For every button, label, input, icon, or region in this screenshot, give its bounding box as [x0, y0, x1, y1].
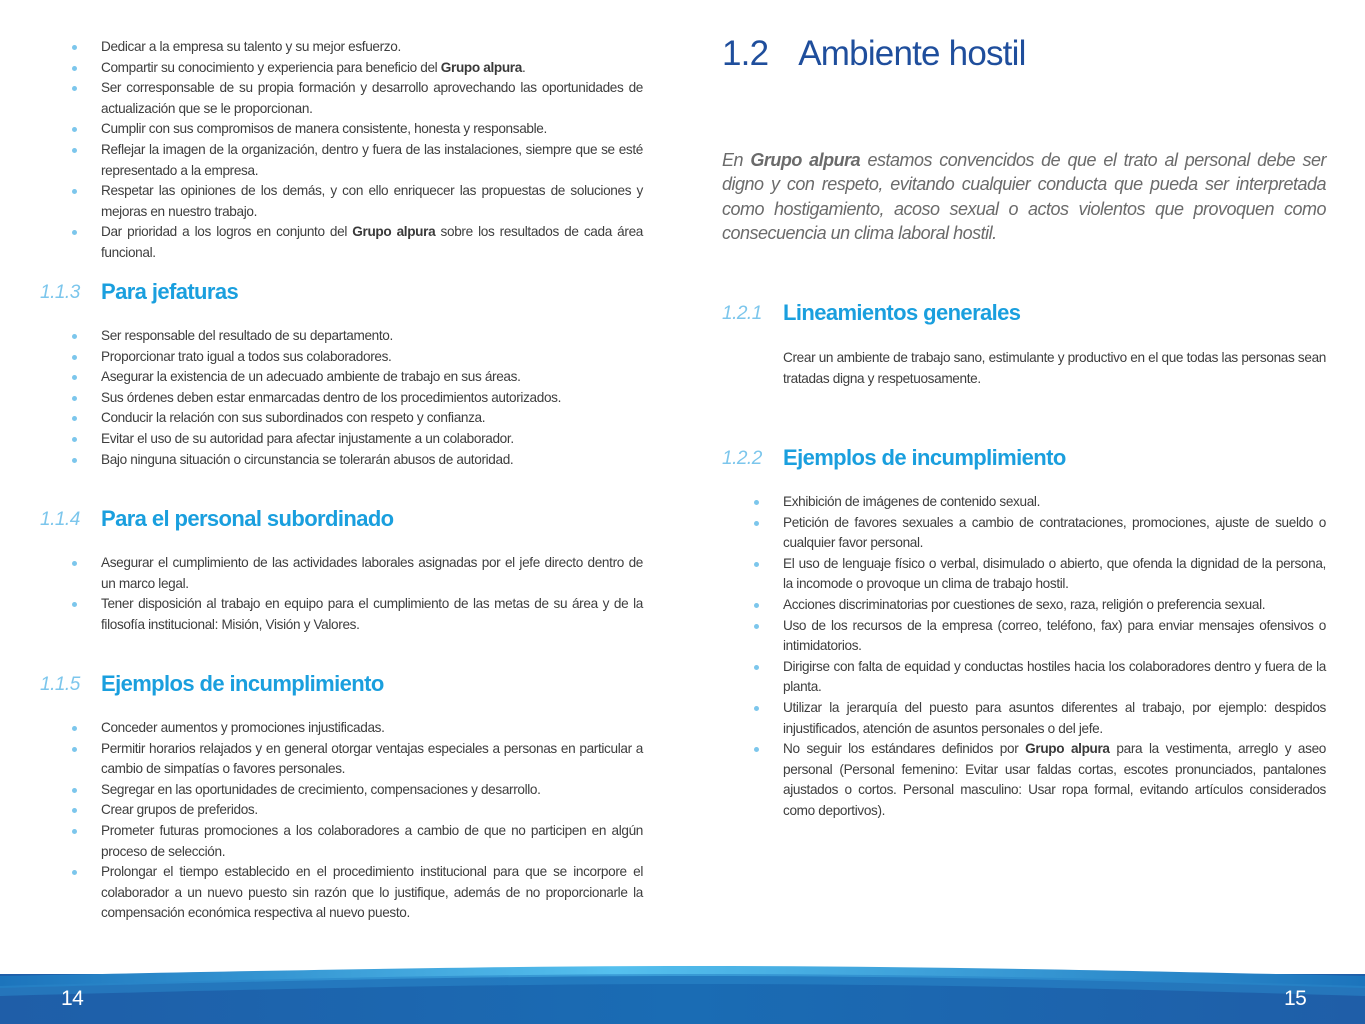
list-item: Prometer futuras promociones a los colaboradores a cambio de que no participen en algún proceso de selección. — [101, 821, 643, 862]
page-number-left: 14 — [61, 987, 84, 1010]
list-item: Respetar las opiniones de los demás, y con ello enriquecer las propuestas de soluciones y mejoras en nuestro trabajo. — [101, 181, 643, 222]
section-number: 1.2.2 — [722, 448, 762, 469]
list-item: El uso de lenguaje físico o verbal, disimulado o abierto, que ofenda la dignidad de la persona, la incomode o provoque un clima de trabajo hostil. — [783, 554, 1326, 595]
responsibilities-list — [101, 37, 643, 264]
list-item: Exhibición de imágenes de contenido sexual. — [783, 492, 1326, 513]
brand-name: Grupo alpura — [1025, 741, 1110, 757]
list-item: Dar prioridad a los logros en conjunto del Grupo alpura sobre los resultados de cada área funcional. — [101, 222, 643, 263]
left-page — [0, 0, 683, 970]
brand-name: Grupo alpura — [750, 150, 861, 170]
list-item: Compartir su conocimiento y experiencia para beneficio del Grupo alpura. — [101, 58, 643, 79]
list-item: Segregar en las oportunidades de crecimiento, compensaciones y desarrollo. — [101, 780, 643, 801]
section-title: Para el personal subordinado — [101, 506, 394, 531]
list-item: Acciones discriminatorias por cuestiones de sexo, raza, religión o preferencia sexual. — [783, 595, 1326, 616]
intro-text: En — [722, 150, 751, 170]
chapter-title: Ambiente hostil — [798, 34, 1026, 73]
list-item: Asegurar la existencia de un adecuado ambiente de trabajo en sus áreas. — [101, 367, 643, 388]
list-item: Permitir horarios relajados y en general otorgar ventajas especiales a personas en particular a cambio de simpatías o favores personales. — [101, 739, 643, 780]
footer-wave-band — [0, 966, 1365, 1024]
list-item: Proporcionar trato igual a todos sus colaboradores. — [101, 347, 643, 368]
list-item: Ser responsable del resultado de su departamento. — [101, 326, 643, 347]
list-item: Tener disposición al trabajo en equipo para el cumplimiento de las metas de su área y de la filosofía institucional: Misión, Visión y Valores. — [101, 594, 643, 635]
chapter-heading — [722, 34, 1026, 74]
intro-paragraph — [722, 148, 1326, 245]
list-item: No seguir los estándares definidos por Grupo alpura para la vestimenta, arreglo y aseo personal (Personal femenino: Evitar usar faldas cortas, escotes pronunciados, pantalones ajustados o cortos. Personal masculino: Usar ropa formal, evitando artículos considerados como deportivos). — [783, 739, 1326, 821]
list-item: Dirigirse con falta de equidad y conductas hostiles hacia los colaboradores dentro y fuera de la planta. — [783, 657, 1326, 698]
list-item: Ser corresponsable de su propia formación y desarrollo aprovechando las oportunidades de actualización que se le proporcionan. — [101, 78, 643, 119]
list-item: Prolongar el tiempo establecido en el procedimiento institucional para que se incorpore el colaborador a un nuevo puesto sin razón que lo justifique, además de no proporcionarle la compensación económica respectiva al nuevo puesto. — [101, 862, 643, 924]
jefaturas-list — [101, 326, 643, 470]
list-item: Crear grupos de preferidos. — [101, 800, 643, 821]
incumplimiento-list-left — [101, 718, 643, 924]
brand-name: Grupo alpura — [352, 224, 436, 240]
section-title: Ejemplos de incumplimiento — [101, 671, 384, 696]
list-item: Conducir la relación con sus subordinados con respeto y confianza. — [101, 408, 643, 429]
list-item: Utilizar la jerarquía del puesto para asuntos diferentes al trabajo, por ejemplo: despidos injustificados, atención de asuntos personales o del jefe. — [783, 698, 1326, 739]
list-item: Cumplir con sus compromisos de manera consistente, honesta y responsable. — [101, 119, 643, 140]
section-number: 1.1.5 — [40, 674, 80, 695]
chapter-number: 1.2 — [722, 34, 769, 73]
list-item: Uso de los recursos de la empresa (correo, teléfono, fax) para enviar mensajes ofensivos o intimidatorios. — [783, 616, 1326, 657]
section-number: 1.2.1 — [722, 303, 762, 324]
incumplimiento-list-right — [783, 492, 1326, 822]
section-number: 1.1.4 — [40, 509, 80, 530]
intro-text: estamos convencidos de que el trato al personal debe ser digno y con respeto, evitando cualquier conducta que pueda ser interpretada como hostigamiento, acoso sexual o actos violentos que provoquen como consecuencia un clima laboral hostil. — [722, 150, 1326, 243]
list-item: Conceder aumentos y promociones injustificadas. — [101, 718, 643, 739]
list-item: Reflejar la imagen de la organización, dentro y fuera de las instalaciones, siempre que se esté representado a la empresa. — [101, 140, 643, 181]
brand-name: Grupo alpura — [440, 59, 522, 75]
list-item: Asegurar el cumplimiento de las actividades laborales asignadas por el jefe directo dentro de un marco legal. — [101, 553, 643, 594]
list-item: Evitar el uso de su autoridad para afectar injustamente a un colaborador. — [101, 429, 643, 450]
section-title: Lineamientos generales — [783, 300, 1021, 325]
section-number: 1.1.3 — [40, 282, 80, 303]
section-title: Para jefaturas — [101, 279, 239, 304]
section-title: Ejemplos de incumplimiento — [783, 445, 1066, 470]
list-item: Sus órdenes deben estar enmarcadas dentro de los procedimientos autorizados. — [101, 388, 643, 409]
subordinado-list — [101, 553, 643, 635]
list-item: Dedicar a la empresa su talento y su mejor esfuerzo. — [101, 37, 643, 58]
page-number-right: 15 — [1284, 987, 1307, 1010]
list-item: Petición de favores sexuales a cambio de contrataciones, promociones, ajuste de sueldo o cualquier favor personal. — [783, 513, 1326, 554]
list-item: Bajo ninguna situación o circunstancia se tolerarán abusos de autoridad. — [101, 450, 643, 471]
lineamientos-paragraph: Crear un ambiente de trabajo sano, estimulante y productivo en el que todas las personas sean tratadas digna y respetuosamente. — [783, 350, 1326, 386]
